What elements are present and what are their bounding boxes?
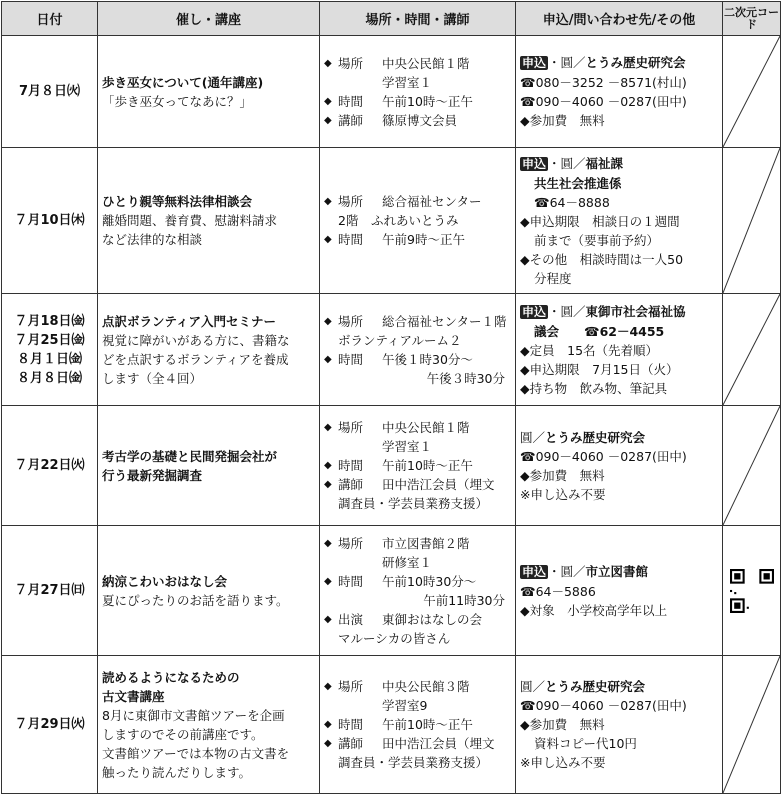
table-row <box>2 36 781 148</box>
info-item <box>324 456 511 475</box>
contact-text: 定員 15名（先着順） <box>529 342 659 358</box>
contact-text: 申込期限 7月15日（火） <box>529 361 679 377</box>
event-cell <box>98 656 320 794</box>
place-cell <box>320 294 516 406</box>
contact-text: ※申し込み不要 <box>520 486 606 502</box>
table-row <box>2 148 781 294</box>
info-item <box>324 230 511 249</box>
info-value: 総合福祉センター１階 <box>382 313 507 329</box>
info-value: 中央公民館１階 <box>382 420 470 435</box>
contact-line <box>520 212 718 231</box>
info-value: 中央公民館１階 <box>382 55 470 71</box>
apply-badge: 申込 <box>522 56 547 70</box>
diamond-icon: ◆ <box>324 57 332 69</box>
contact-cell <box>516 148 723 294</box>
diamond-icon: ◆ <box>324 315 332 327</box>
contact-text: ☎090－4060 －0287(田中) <box>520 698 687 713</box>
contact-text: ・圓／ <box>548 303 586 319</box>
info-value: 午前10時～正午 <box>382 717 473 732</box>
contact-text: ☎080－3252 －8571(村山) <box>520 75 687 90</box>
event-title: 歩き巫女について(通年講座) <box>102 74 264 90</box>
contact-text: ☎090－4060 －0287(田中) <box>520 94 687 109</box>
contact-line <box>520 485 718 504</box>
date-text: ７月22日㈫ <box>14 458 85 473</box>
contact-org: とうみ歴史研究会 <box>545 679 646 694</box>
contact-line <box>520 562 718 582</box>
contact-text: ・圓／ <box>548 55 586 70</box>
qr-cell <box>723 36 781 148</box>
empty-slash <box>723 294 780 405</box>
date-text: ８月１日㈮ <box>16 351 82 367</box>
event-description: など法律的な相談 <box>102 232 203 247</box>
date-cell <box>2 294 98 406</box>
diamond-icon: ◆ <box>520 717 530 732</box>
contact-text: 圓／ <box>520 679 546 694</box>
info-item <box>324 734 511 753</box>
contact-line <box>520 696 718 715</box>
diamond-icon: ◆ <box>520 342 530 358</box>
info-continuation: 午前11時30分 <box>423 592 505 608</box>
table-row <box>2 406 781 526</box>
table-row <box>2 526 781 656</box>
contact-text: 前まで（要事前予約） <box>534 232 660 248</box>
contact-line <box>520 582 718 601</box>
contact-text: 持ち物 飲み物、筆記具 <box>529 380 668 396</box>
info-item <box>324 610 511 629</box>
info-label: 場所 <box>338 55 364 71</box>
info-continuation: 調査員・学芸員業務支援） <box>338 496 489 511</box>
diamond-icon: ◆ <box>324 613 332 625</box>
info-continuation: 学習室9 <box>382 698 428 713</box>
contact-text: その他 相談時間は一人50 <box>529 251 684 267</box>
diamond-icon: ◆ <box>324 575 332 587</box>
contact-cell <box>516 36 723 148</box>
contact-text: ・圓／ <box>548 155 586 171</box>
contact-line <box>520 734 718 753</box>
info-label: 場所 <box>338 679 364 694</box>
event-description: 8月に東御市文書館ツアーを企画 <box>102 707 285 723</box>
info-item <box>324 92 511 111</box>
empty-slash <box>723 656 780 793</box>
contact-line <box>520 111 718 130</box>
info-label: 時間 <box>338 232 364 247</box>
contact-line <box>520 447 718 466</box>
event-description: します（全４回） <box>102 370 203 386</box>
place-cell <box>320 148 516 294</box>
qr-code <box>723 569 780 613</box>
info-item <box>324 111 511 130</box>
contact-line <box>520 269 718 288</box>
contact-line <box>520 193 718 212</box>
info-item <box>324 677 511 696</box>
diamond-icon: ◆ <box>324 681 332 692</box>
event-description: 触ったり読んだりします。 <box>102 764 252 780</box>
empty-slash <box>723 406 780 525</box>
contact-org: 福祉課 <box>585 155 624 171</box>
place-cell <box>320 656 516 794</box>
info-continuation: 午後３時30分 <box>426 370 505 386</box>
info-label: 場所 <box>338 420 364 435</box>
contact-text: 参加費 無料 <box>529 467 605 483</box>
event-title: 読めるようになるための <box>102 669 240 685</box>
event-description: 視覚に障がいがある方に、書籍な <box>102 332 290 348</box>
contact-line <box>520 231 718 250</box>
qr-code-icon[interactable] <box>730 569 774 613</box>
info-label: 場所 <box>338 313 364 329</box>
date-cell <box>2 148 98 294</box>
contact-line <box>520 154 718 174</box>
empty-slash <box>723 36 780 147</box>
qr-cell <box>723 526 781 656</box>
info-value: 篠原博文会員 <box>382 112 458 128</box>
info-label: 時間 <box>338 458 364 473</box>
event-title: 古文書講座 <box>102 688 165 704</box>
info-item <box>324 192 511 211</box>
event-description: どを点訳するボランティアを養成 <box>102 351 289 367</box>
info-item <box>324 534 511 553</box>
diamond-icon: ◆ <box>324 738 332 749</box>
contact-text: 資料コピー代10円 <box>534 736 637 751</box>
contact-line <box>520 73 718 92</box>
diamond-icon: ◆ <box>520 361 530 377</box>
event-description: 「歩き巫女ってなあに？」 <box>102 93 253 109</box>
empty-slash <box>723 148 780 293</box>
info-label: 講師 <box>338 477 364 492</box>
date-cell <box>2 526 98 656</box>
apply-badge: 申込 <box>522 156 547 171</box>
header-qr: 二次元コード <box>723 2 781 36</box>
info-continuation: ボランティアルーム２ <box>338 332 462 348</box>
contact-line <box>520 53 718 73</box>
info-value: 午前10時～正午 <box>382 93 473 109</box>
info-value: 市立図書館２階 <box>382 535 470 551</box>
contact-line <box>520 322 718 341</box>
diamond-icon: ◆ <box>324 196 332 207</box>
info-label: 講師 <box>338 736 364 751</box>
qr-cell <box>723 294 781 406</box>
contact-line <box>520 92 718 111</box>
contact-line <box>520 379 718 398</box>
diamond-icon: ◆ <box>520 113 530 128</box>
event-description: 離婚問題、養育費、慰謝料請求 <box>102 213 278 228</box>
table-row <box>2 294 781 406</box>
info-item <box>324 572 511 591</box>
diamond-icon: ◆ <box>520 380 530 396</box>
info-label: 時間 <box>338 573 364 589</box>
info-label: 時間 <box>338 717 364 732</box>
contact-line <box>520 466 718 485</box>
event-cell <box>98 148 320 294</box>
info-item <box>324 475 511 494</box>
date-text: ７月25日㈮ <box>14 332 85 348</box>
event-cell <box>98 526 320 656</box>
diamond-icon: ◆ <box>324 353 332 365</box>
event-description: 夏にぴったりのお話を語ります。 <box>102 592 289 608</box>
info-label: 場所 <box>338 535 364 551</box>
apply-badge: 申込 <box>522 564 547 579</box>
contact-text: 対象 小学校高学年以上 <box>529 602 668 618</box>
info-label: 場所 <box>338 194 364 209</box>
info-value: 田中浩江会員（埋文 <box>382 477 495 492</box>
date-text: ７月29日㈫ <box>14 717 85 732</box>
contact-text: ☎64－5886 <box>520 583 596 599</box>
info-label: 時間 <box>338 93 364 109</box>
date-cell <box>2 36 98 148</box>
contact-phone: ☎64－8888 <box>534 194 610 210</box>
header-row <box>2 2 781 36</box>
event-title: 考古学の基礎と民間発掘会社が <box>102 448 278 464</box>
contact-line <box>520 753 718 772</box>
date-text: ８月８日㈮ <box>16 370 82 386</box>
qr-cell <box>723 656 781 794</box>
contact-text: 圓／ <box>520 429 546 445</box>
contact-line <box>520 360 718 379</box>
apply-badge: 申込 <box>522 304 547 319</box>
info-item <box>324 418 511 437</box>
info-value: 午前10時～正午 <box>382 458 473 473</box>
contact-text: ☎090－4060 －0287(田中) <box>520 448 687 464</box>
diamond-icon: ◆ <box>324 537 332 549</box>
info-value: 午前9時～正午 <box>382 232 465 247</box>
diamond-icon: ◆ <box>324 422 332 433</box>
place-cell <box>320 526 516 656</box>
contact-text: 参加費 無料 <box>529 717 605 732</box>
header-place: 場所・時間・講師 <box>320 2 516 36</box>
contact-cell <box>516 526 723 656</box>
diamond-icon: ◆ <box>324 114 332 126</box>
event-title: 点訳ボランティア入門セミナー <box>102 313 277 329</box>
header-date: 日付 <box>2 2 98 36</box>
info-value: 総合福祉センター <box>382 194 482 209</box>
contact-line <box>520 302 718 322</box>
info-continuation: 学習室１ <box>382 439 433 454</box>
date-cell <box>2 406 98 526</box>
contact-cell <box>516 406 723 526</box>
info-continuation: 研修室１ <box>382 554 433 570</box>
info-item <box>324 312 511 331</box>
events-table <box>1 1 781 794</box>
contact-line <box>520 250 718 269</box>
contact-text: ※申し込み不要 <box>520 755 606 770</box>
contact-line <box>520 428 718 447</box>
contact-line <box>520 174 718 193</box>
contact-cell <box>516 294 723 406</box>
diamond-icon: ◆ <box>324 719 332 730</box>
diamond-icon: ◆ <box>324 95 332 107</box>
info-item <box>324 715 511 734</box>
event-title: 納涼こわいおはなし会 <box>102 573 228 589</box>
contact-text: 参加費 無料 <box>529 113 605 128</box>
event-description: しますのでその前講座です。 <box>102 726 264 742</box>
date-text: 7月８日㈫ <box>18 84 81 99</box>
info-item <box>324 54 511 73</box>
qr-cell <box>723 148 781 294</box>
contact-org: 東御市社会福祉協 <box>585 303 686 319</box>
info-item <box>324 350 511 369</box>
diamond-icon: ◆ <box>520 602 530 618</box>
qr-cell <box>723 406 781 526</box>
diamond-icon: ◆ <box>324 479 332 490</box>
info-value: 東御おはなしの会 <box>382 611 483 627</box>
contact-text: 分程度 <box>534 270 572 286</box>
event-cell <box>98 36 320 148</box>
contact-line <box>520 677 718 696</box>
contact-cell <box>516 656 723 794</box>
date-text: ７月27日㈰ <box>14 583 85 598</box>
info-value: 午前10時30分～ <box>382 573 477 589</box>
header-event: 催し・講座 <box>98 2 320 36</box>
diamond-icon: ◆ <box>324 234 332 245</box>
info-value: 田中浩江会員（埋文 <box>382 736 495 751</box>
event-title: 行う最新発掘調査 <box>102 467 203 483</box>
contact-org: とうみ歴史研究会 <box>545 429 646 445</box>
contact-line <box>520 341 718 360</box>
diamond-icon: ◆ <box>324 460 332 471</box>
date-cell <box>2 656 98 794</box>
contact-org: 議会 ☎62－4455 <box>534 323 665 339</box>
diamond-icon: ◆ <box>520 467 530 483</box>
event-cell <box>98 294 320 406</box>
event-cell <box>98 406 320 526</box>
contact-line <box>520 715 718 734</box>
contact-org: 共生社会推進係 <box>534 175 622 191</box>
date-text: ７月10日㈭ <box>14 213 85 228</box>
info-label: 講師 <box>338 112 364 128</box>
place-cell <box>320 406 516 526</box>
info-continuation: 学習室１ <box>382 74 433 90</box>
info-label: 出演 <box>338 611 364 627</box>
diamond-icon: ◆ <box>520 251 530 267</box>
info-value: 午後１時30分～ <box>382 351 473 367</box>
diamond-icon: ◆ <box>520 213 530 229</box>
header-contact: 申込/問い合わせ先/その他 <box>516 2 723 36</box>
place-cell <box>320 36 516 148</box>
contact-org: とうみ歴史研究会 <box>585 55 686 70</box>
contact-line <box>520 601 718 620</box>
info-label: 時間 <box>338 351 364 367</box>
event-title: ひとり親等無料法律相談会 <box>102 194 253 209</box>
contact-text: 申込期限 相談日の１週間 <box>529 213 680 229</box>
contact-org: 市立図書館 <box>585 563 649 579</box>
event-description: 文書館ツアーでは本物の古文書を <box>102 745 290 761</box>
info-continuation: 調査員・学芸員業務支援） <box>338 755 489 770</box>
date-text: ７月18日㈮ <box>14 313 85 329</box>
contact-text: ・圓／ <box>548 563 586 579</box>
info-continuation: 2階 ふれあいとうみ <box>338 213 459 228</box>
table-row <box>2 656 781 794</box>
info-continuation: マルーシカの皆さん <box>338 630 451 646</box>
info-value: 中央公民館３階 <box>382 679 470 694</box>
